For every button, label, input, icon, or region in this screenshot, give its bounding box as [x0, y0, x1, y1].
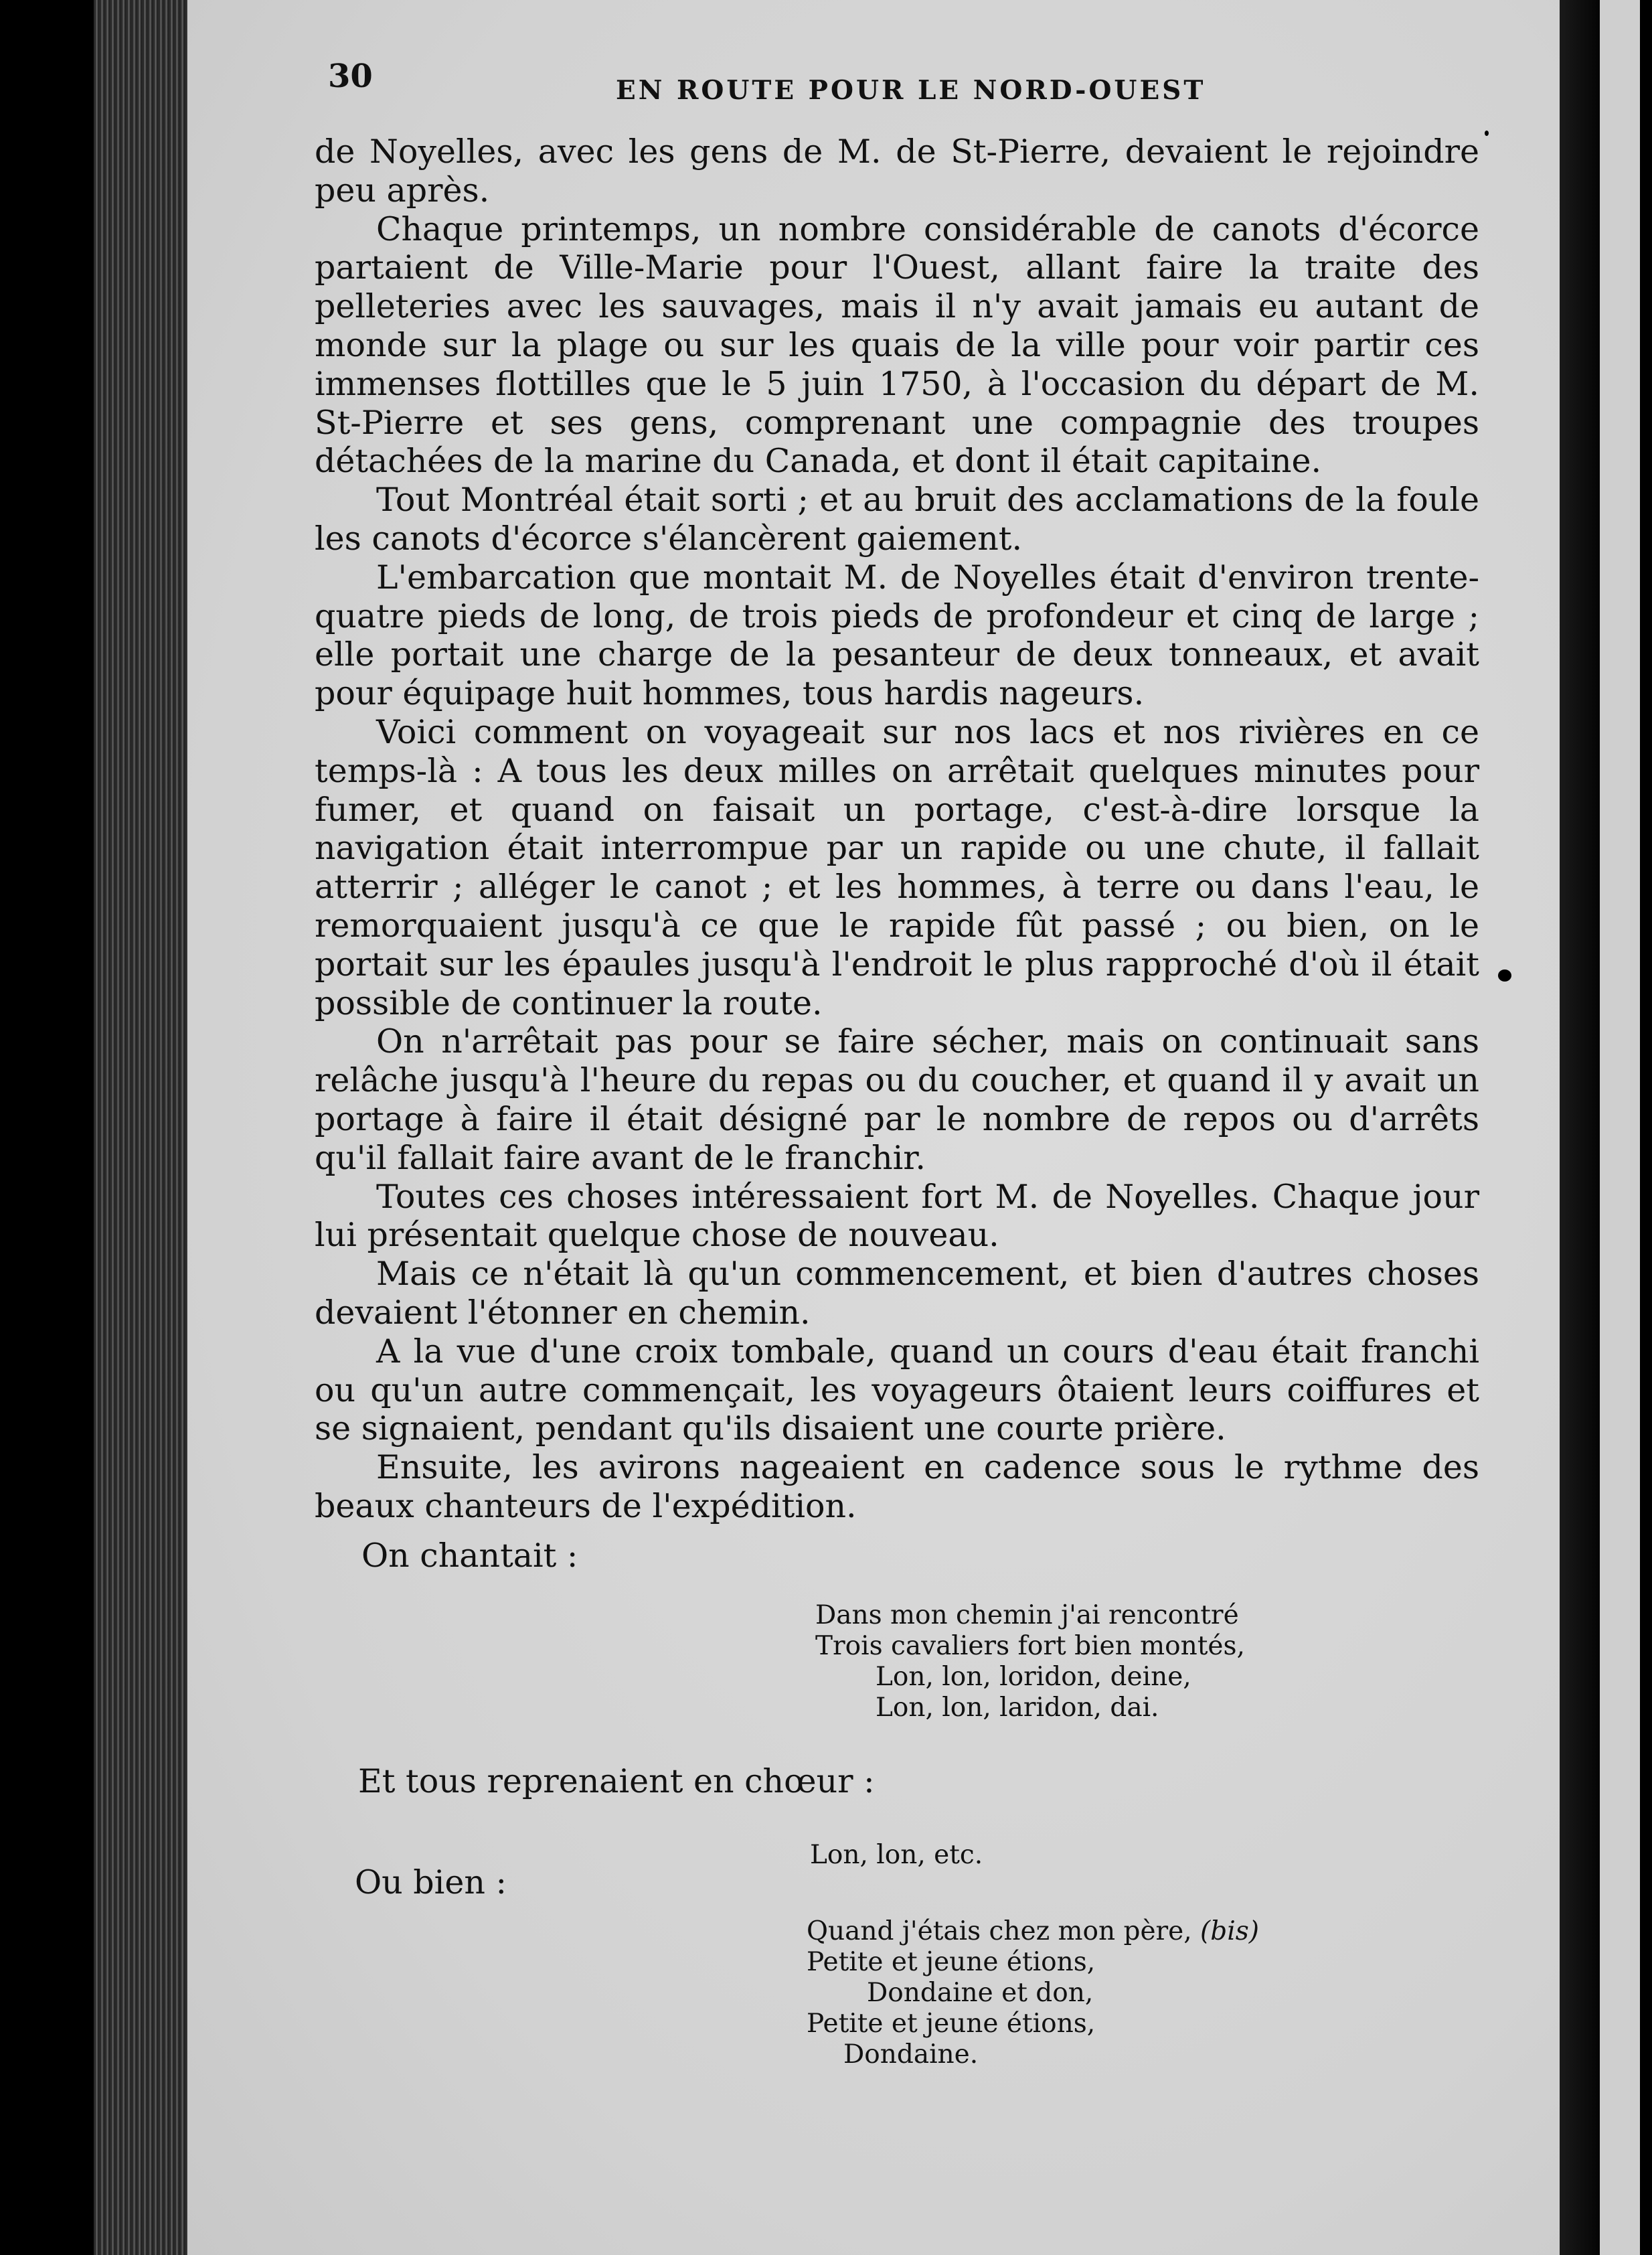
verse-line: Trois cavaliers fort bien montés, — [815, 1631, 1245, 1661]
ink-speck — [1498, 969, 1511, 982]
paragraph: Tout Montréal était sorti ; et au bruit des acclamations de la foule les canots d'écorce s'élancèrent gaiement. — [315, 481, 1479, 558]
page-number: 30 — [328, 58, 373, 95]
paragraph: Chaque printemps, un nombre considérable de canots d'écorce partaient de Ville-Marie pour l'Ouest, allant faire la traite des pelleteries avec les sauvages, mais il n'y avait jamais eu autant de monde sur la plage ou sur les quais de la ville pour voir partir ces immenses flottilles que le 5 juin 1750, à l'occasion du départ de M. St-Pierre et ses gens, comprenant une compagnie des troupes détachées de la marine du Canada, et dont il était capitaine. — [315, 210, 1479, 481]
paragraph: Toutes ces choses intéressaient fort M. de Noyelles. Chaque jour lui présentait quelque chose de nouveau. — [315, 1177, 1479, 1255]
paragraph: Ensuite, les avirons nageaient en cadence sous le rythme des beaux chanteurs de l'expédition. — [315, 1448, 1479, 1525]
book-fold — [1560, 0, 1600, 2255]
paragraph: A la vue d'une croix tombale, quand un cours d'eau était franchi ou qu'un autre commençait, les voyageurs ôtaient leurs coiffures et se signaient, pendant qu'ils disaient une courte prière. — [315, 1332, 1479, 1448]
verse-line: Petite et jeune étions, — [807, 1947, 1096, 1977]
paragraph: Voici comment on voyageait sur nos lacs et nos rivières en ce temps-là : A tous les deux milles on arrêtait quelques minutes pour fumer, et quand on faisait un portage, c'est-à-dire lorsque la navigation était interrompue par un rapide ou une chute, il fallait atterrir ; alléger le canot ; et les hommes, à terre ou dans l'eau, le remorquaient jusqu'à ce que le rapide fût passé ; ou bien, on le portait sur les épaules jusqu'à l'endroit le plus rapproché d'où il était possible de continuer la route. — [315, 712, 1479, 1022]
page-sheet — [187, 0, 1560, 2255]
refrain-intro: Et tous reprenaient en chœur : — [358, 1762, 875, 1800]
alternative-intro: Ou bien : — [355, 1863, 507, 1901]
book-page-edges — [94, 0, 187, 2255]
song-refrain — [810, 1840, 983, 1871]
running-head: EN ROUTE POUR LE NORD-OUEST — [616, 75, 1206, 106]
song-verse — [807, 1916, 1259, 2070]
paragraph: de Noyelles, avec les gens de M. de St-Pierre, devaient le rejoindre peu après. — [315, 133, 1479, 210]
verse-line: Lon, lon, laridon, dai. — [876, 1693, 1159, 1723]
verse-line: Lon, lon, loridon, deine, — [876, 1662, 1191, 1692]
song-verse — [815, 1600, 1245, 1723]
paragraph: L'embarcation que montait M. de Noyelles était d'environ trente-quatre pieds de long, de trois pieds de profondeur et cinq de large ; elle portait une charge de la pesanteur de deux tonneaux, et avait pour équipage huit hommes, tous hardis nageurs. — [315, 558, 1479, 713]
verse-line-text: Quand j'étais chez mon père, — [807, 1916, 1201, 1946]
body-text — [315, 133, 1479, 1526]
ink-speck — [1485, 131, 1489, 136]
verse-line: Lon, lon, etc. — [810, 1840, 983, 1870]
verse-line: Petite et jeune étions, — [807, 2009, 1096, 2039]
chant-intro: On chantait : — [361, 1537, 578, 1575]
verse-line: Dans mon chemin j'ai rencontré — [815, 1600, 1239, 1630]
verse-line: Dondaine. — [843, 2039, 979, 2070]
paragraph: On n'arrêtait pas pour se faire sécher, mais on continuait sans relâche jusqu'à l'heure du repas ou du coucher, et quand il y avait un portage à faire il était désigné par le nombre de repos ou d'arrêts qu'il fallait faire avant de le franchir. — [315, 1022, 1479, 1177]
adjacent-page-edge — [1600, 0, 1640, 2255]
verse-line — [807, 1916, 1259, 1947]
paragraph: Mais ce n'était là qu'un commencement, et bien d'autres choses devaient l'étonner en chemin. — [315, 1255, 1479, 1332]
verse-line: Dondaine et don, — [867, 1978, 1094, 2008]
bis-marker: (bis) — [1200, 1916, 1259, 1946]
